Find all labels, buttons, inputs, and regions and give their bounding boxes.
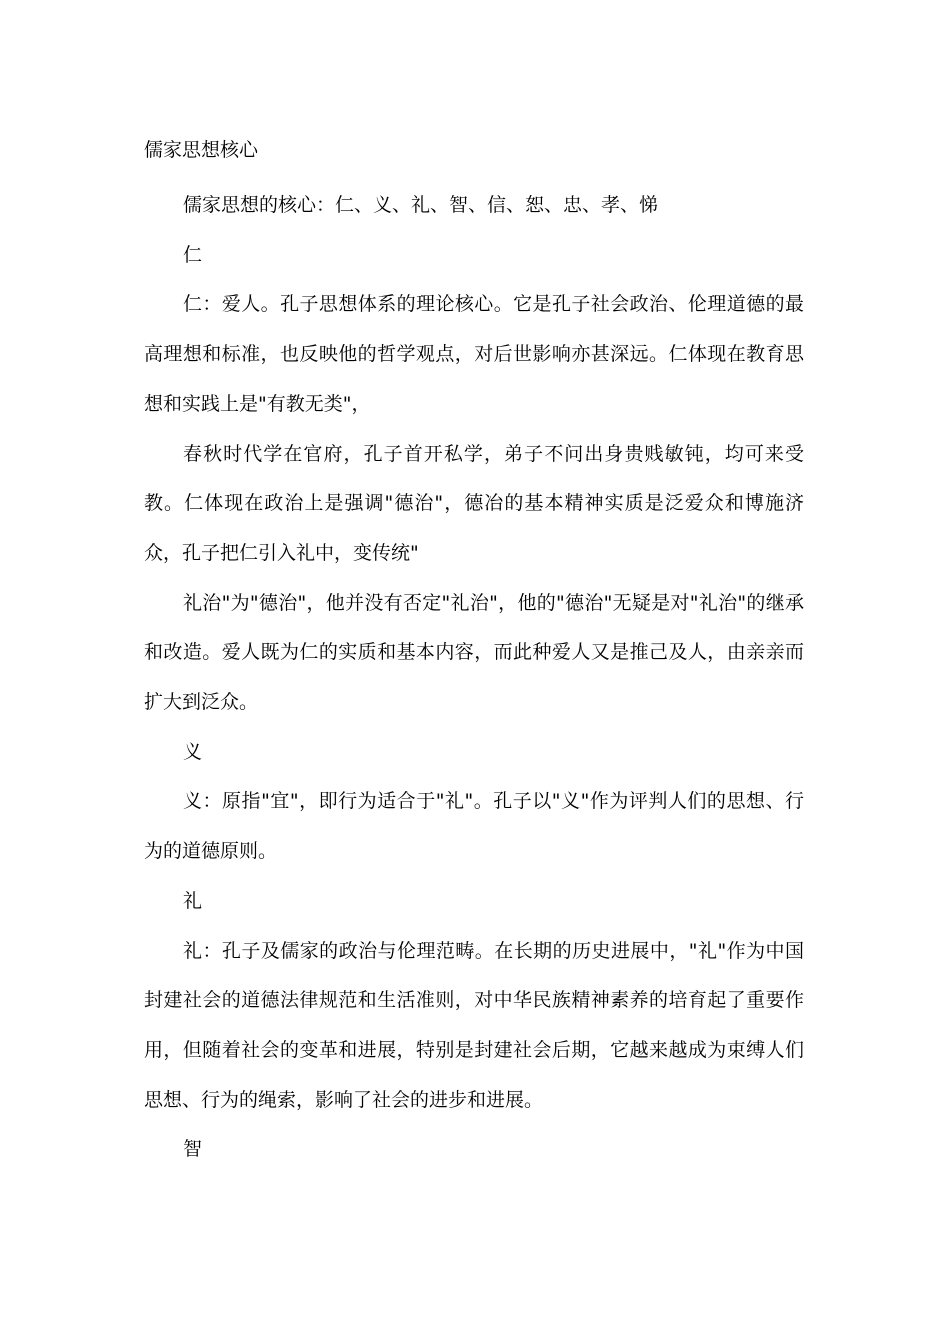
paragraph-ren-3: 礼治"为"德治"，他并没有否定"礼治"，他的"德治"无疑是对"礼治"的继承和改造。爱人既为仁的实质和基本内容，而此种爱人又是推己及人，由亲亲而扩大到泛众。 bbox=[144, 591, 804, 714]
heading-ren: 仁 bbox=[183, 243, 203, 266]
paragraph-li: 礼：孔子及儒家的政治与伦理范畴。在长期的历史进展中，"礼"作为中国封建社会的道德法律规范和生活准则，对中华民族精神素养的培育起了重要作用，但随着社会的变革和进展，特别是封建社会后期，它越来越成为束缚人们思想、行为的绳索，影响了社会的进步和进展。 bbox=[144, 939, 804, 1111]
heading-li: 礼 bbox=[183, 889, 203, 912]
paragraph-ren-2: 春秋时代学在官府，孔子首开私学，弟子不问出身贵贱敏钝，均可来受教。仁体现在政治上是强调"德治"，德冶的基本精神实质是泛爱众和博施济众，孔子把仁引入礼中，变传统" bbox=[144, 442, 804, 564]
paragraph-yi: 义：原指"宜"，即行为适合于"礼"。孔子以"义"作为评判人们的思想、行为的道德原则。 bbox=[144, 790, 804, 863]
heading-yi: 义 bbox=[183, 740, 203, 763]
paragraph-core-list: 儒家思想的核心：仁、义、礼、智、信、恕、忠、孝、悌 bbox=[183, 194, 659, 216]
document-body bbox=[144, 131, 804, 1175]
paragraph-ren-1: 仁：爱人。孔子思想体系的理论核心。它是孔子社会政治、伦理道德的最高理想和标准，也反映他的哲学观点，对后世影响亦甚深远。仁体现在教育思想和实践上是"有教无类"， bbox=[144, 293, 804, 415]
document-title: 儒家思想核心 bbox=[144, 139, 259, 161]
heading-zhi: 智 bbox=[183, 1138, 203, 1161]
